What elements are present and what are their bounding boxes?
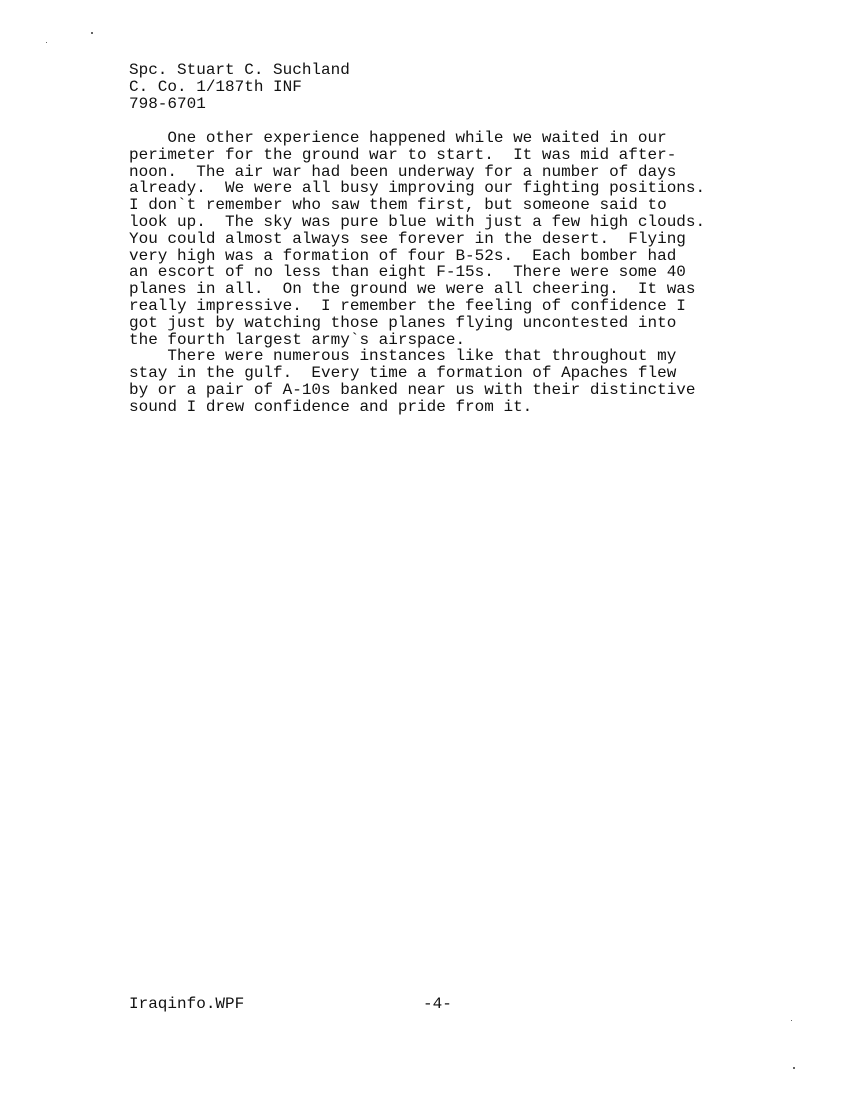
scan-speck bbox=[793, 1067, 795, 1069]
body-line: an escort of no less than eight F-15s. There were some 40 bbox=[129, 263, 686, 282]
body-line: the fourth largest army`s airspace. bbox=[129, 330, 466, 349]
body-line: stay in the gulf. Every time a formation of Apaches flew bbox=[129, 364, 677, 383]
author-header bbox=[129, 62, 729, 112]
body-line: got just by watching those planes flying uncontested into bbox=[129, 313, 677, 332]
body-line: very high was a formation of four B-52s. Each bomber had bbox=[129, 246, 677, 265]
body-line: already. We were all busy improving our fighting positions. bbox=[129, 179, 706, 198]
body-line: planes in all. On the ground we were all cheering. It was bbox=[129, 280, 696, 299]
scan-speck bbox=[46, 42, 47, 43]
scan-speck bbox=[91, 32, 93, 34]
body-line: really impressive. I remember the feeling of confidence I bbox=[129, 296, 686, 315]
author-name: Spc. Stuart C. Suchland bbox=[129, 61, 350, 79]
body-paragraphs bbox=[129, 130, 749, 416]
footer-page-number: -4- bbox=[423, 995, 452, 1013]
author-phone: 798-6701 bbox=[129, 94, 206, 113]
body-line: by or a pair of A-10s banked near us with their distinctive bbox=[129, 380, 696, 399]
author-unit: C. Co. 1/187th INF bbox=[129, 77, 302, 96]
body-line: look up. The sky was pure blue with just a few high clouds. bbox=[129, 212, 706, 231]
body-line: I don`t remember who saw them first, but someone said to bbox=[129, 196, 667, 215]
body-line: perimeter for the ground war to start. It was mid after- bbox=[129, 145, 677, 164]
scan-speck bbox=[791, 1020, 792, 1021]
footer-filename: Iraqinfo.WPF bbox=[129, 995, 245, 1013]
body-line: There were numerous instances like that throughout my bbox=[129, 347, 677, 366]
body-line: You could almost always see forever in the desert. Flying bbox=[129, 229, 686, 248]
body-line: sound I drew confidence and pride from it. bbox=[129, 397, 533, 416]
body-line: noon. The air war had been underway for a number of days bbox=[129, 162, 677, 181]
body-line: One other experience happened while we waited in our bbox=[129, 129, 667, 147]
